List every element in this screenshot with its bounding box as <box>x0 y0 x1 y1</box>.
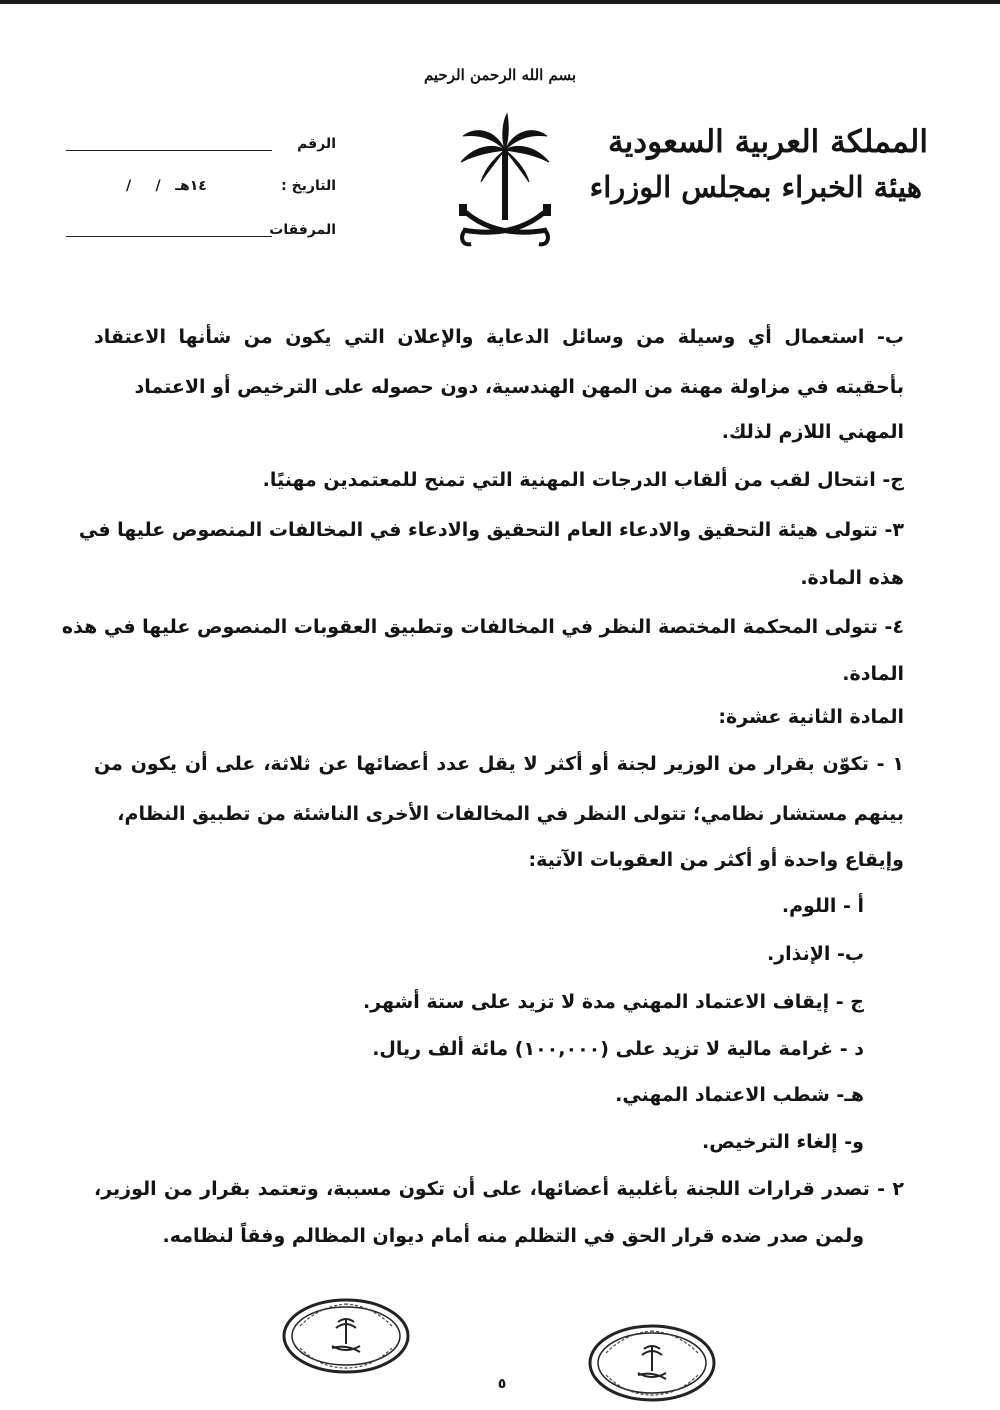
page-number: ٥ <box>497 1376 507 1392</box>
clause-b-line3: المهني اللازم لذلك. <box>721 421 904 443</box>
penalty-h: هـ- شطب الاعتماد المهني. <box>615 1084 864 1106</box>
clause-b-line2: بأحقيته في مزاولة مهنة من المهن الهندسية، دون حصوله على الترخيص أو الاعتماد <box>134 376 904 398</box>
org-name-kingdom: المملكة العربية السعودية <box>608 124 928 160</box>
date-value: ١٤هـ / / <box>126 178 207 194</box>
top-border <box>0 0 1000 4</box>
item-3-line1: ٣- تتولى هيئة التحقيق والادعاء العام التحقيق والادعاء في المخالفات المنصوص عليها في <box>78 519 904 541</box>
ref-number-label: الرقم <box>297 136 336 152</box>
official-seal-left-icon <box>280 1296 412 1376</box>
ref-number-row <box>66 136 336 160</box>
penalty-d: د - غرامة مالية لا تزيد على (١٠٠,٠٠٠) مائة ألف ريال. <box>372 1038 864 1060</box>
saudi-emblem-icon <box>455 112 555 262</box>
penalty-a: أ - اللوم. <box>781 895 864 917</box>
org-name-experts-commission: هيئة الخبراء بمجلس الوزراء <box>589 170 922 204</box>
penalty-j: ج - إيقاف الاعتماد المهني مدة لا تزيد على ستة أشهر. <box>362 991 864 1013</box>
ref-number-line <box>66 150 272 151</box>
art12-item2-line1: ٢ - تصدر قرارات اللجنة بأغلبية أعضائها، على أن تكون مسببة، وتعتمد بقرار من الوزير، <box>94 1178 904 1200</box>
attachments-row <box>66 222 336 246</box>
bismillah: بسم الله الرحمن الرحيم <box>423 66 577 84</box>
penalty-w: و- إلغاء الترخيص. <box>702 1131 864 1153</box>
clause-b-line1: ب- استعمال أي وسيلة من وسائل الدعاية والإعلان التي يكون من شأنها الاعتقاد <box>94 326 904 348</box>
art12-item1-line1: ١ - تكوّن بقرار من الوزير لجنة أو أكثر لا يقل عدد أعضائها عن ثلاثة، على أن يكون من <box>94 753 904 775</box>
penalty-b: ب- الإنذار. <box>766 943 864 965</box>
item-3-line2: هذه المادة. <box>800 567 904 589</box>
clause-j: ج- انتحال لقب من ألقاب الدرجات المهنية التي تمنح للمعتمدين مهنيًا. <box>262 469 904 491</box>
art12-item2-line2: ولمن صدر ضده قرار الحق في التظلم منه أمام ديوان المظالم وفقاً لنظامه. <box>162 1225 864 1247</box>
article-12-heading: المادة الثانية عشرة: <box>718 706 904 728</box>
date-label: التاريخ : <box>281 178 336 194</box>
item-4-line1: ٤- تتولى المحكمة المختصة النظر في المخالفات وتطبيق العقوبات المنصوص عليها في هذه <box>61 616 904 638</box>
art12-item1-line3: وإيقاع واحدة أو أكثر من العقوبات الآتية: <box>528 849 904 871</box>
item-4-line2: المادة. <box>842 663 904 685</box>
date-row <box>66 178 336 202</box>
attachments-line <box>66 236 272 237</box>
official-seal-right-icon <box>586 1322 718 1404</box>
art12-item1-line2: بينهم مستشار نظامي؛ تتولى النظر في المخالفات الأخرى الناشئة من تطبيق النظام، <box>117 803 904 825</box>
attachments-label: المرفقات <box>269 222 336 238</box>
